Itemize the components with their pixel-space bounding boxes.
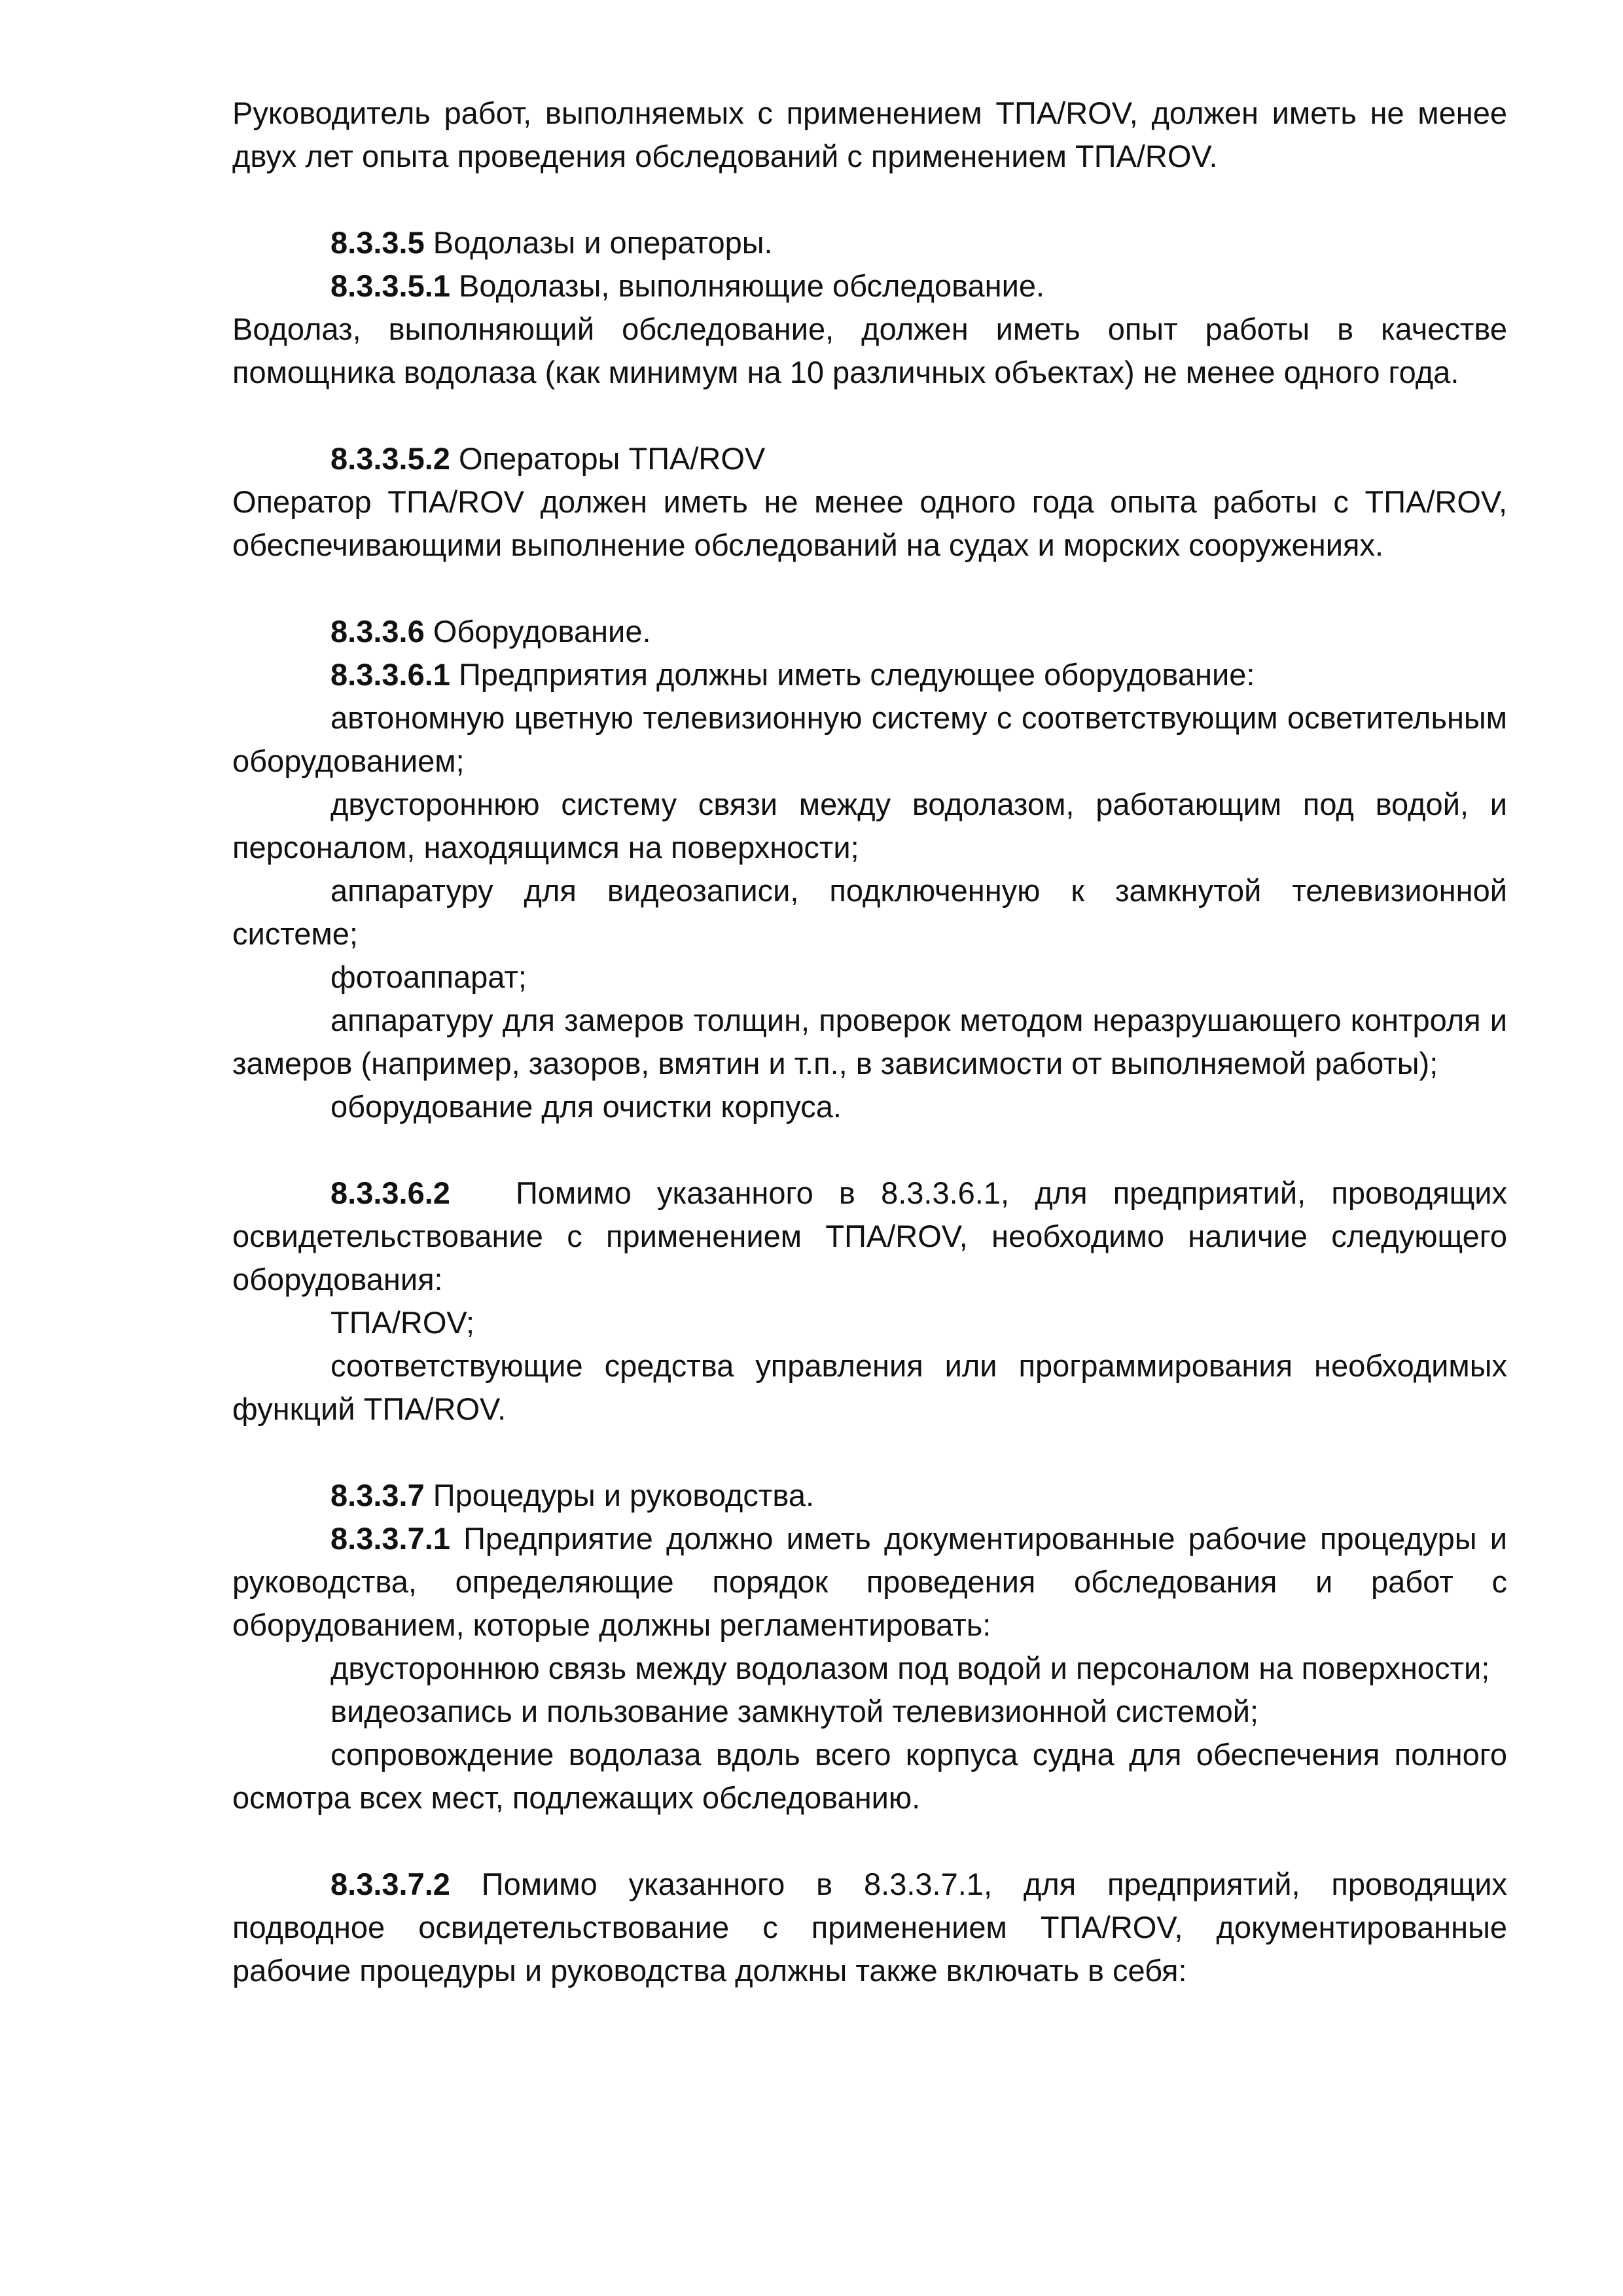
paragraph-supervisor-experience: Руководитель работ, выполняемых с применением ТПА/ROV, должен иметь не менее двух лет опыта проведения обследований с применением ТПА/ROV. [232,96,1507,173]
section-title: Процедуры и руководства. [424,1478,815,1513]
paragraph-diver-experience: Водолаз, выполняющий обследование, должен иметь опыт работы в качестве помощника водолаза (как минимум на 10 различных объектах) не менее одного года. [232,312,1507,389]
list-item-tv-system: автономную цветную телевизионную систему с соответствующим осветительным оборудованием; [232,700,1507,778]
section-title: Операторы ТПА/ROV [450,441,766,476]
section-8-3-3-6-1-heading [232,653,1507,696]
section-number: 8.3.3.7.2 [330,1867,450,1901]
section-title: Водолазы, выполняющие обследование. [450,268,1045,303]
list-item-cctv-usage: видеозапись и пользование замкнутой телевизионной системой; [330,1694,1259,1729]
section-8-3-3-6-heading [232,610,1507,653]
document-page [232,92,1507,1992]
section-number: 8.3.3.6.2 [330,1175,450,1210]
section-number: 8.3.3.5 [330,225,425,260]
section-8-3-3-5-1-heading [232,264,1507,308]
section-number: 8.3.3.7.1 [330,1521,450,1556]
section-8-3-3-7-heading [232,1474,1507,1517]
list-item-two-way-comm: двустороннюю связь между водолазом под водой и персоналом на поверхности; [330,1651,1490,1685]
section-number: 8.3.3.7 [330,1478,425,1513]
section-8-3-3-7-2-paragraph [232,1863,1507,1992]
list-item-hull-cleaning: оборудование для очистки корпуса. [330,1089,842,1124]
section-number: 8.3.3.5.2 [330,441,450,476]
section-title: Предприятия должны иметь следующее оборудование: [450,657,1255,692]
section-8-3-3-5-heading [232,221,1507,264]
list-item-rov: ТПА/ROV; [330,1305,475,1340]
section-8-3-3-7-1-paragraph [232,1517,1507,1647]
section-text: Предприятие должно иметь документированные рабочие процедуры и руководства, определяющие порядок проведения обследования и работ с оборудованием, которые должны регламентировать: [232,1521,1507,1642]
paragraph-operator-experience: Оператор ТПА/ROV должен иметь не менее одного года опыта работы с ТПА/ROV, обеспечивающими выполнение обследований на судах и морских сооружениях. [232,484,1507,562]
section-title: Оборудование. [424,614,651,649]
section-text: Помимо указанного в 8.3.3.7.1, для предприятий, проводящих подводное освидетельствование с применением ТПА/ROV, документированные рабочие процедуры и руководства должны также включать в себя: [232,1867,1507,1988]
section-title: Водолазы и операторы. [424,225,773,260]
section-number: 8.3.3.5.1 [330,268,450,303]
section-8-3-3-5-2-heading [232,437,1507,480]
list-item-rov-controls: соответствующие средства управления или программирования необходимых функций ТПА/ROV. [232,1348,1507,1426]
list-item-measurement: аппаратуру для замеров толщин, проверок методом неразрушающего контроля и замеров (например, зазоров, вмятин и т.п., в зависимости от выполняемой работы); [232,1003,1507,1081]
section-number: 8.3.3.6.1 [330,657,450,692]
section-number: 8.3.3.6 [330,614,425,649]
list-item-comm-system: двустороннюю систему связи между водолазом, работающим под водой, и персоналом, находящимся на поверхности; [232,787,1507,865]
section-text: Помимо указанного в 8.3.3.6.1, для предприятий, проводящих освидетельствование с применением ТПА/ROV, необходимо наличие следующего оборудования: [232,1175,1507,1297]
list-item-video-recording: аппаратуру для видеозаписи, подключенную к замкнутой телевизионной системе; [232,873,1507,951]
list-item-diver-tracking: сопровождение водолаза вдоль всего корпуса судна для обеспечения полного осмотра всех мест, подлежащих обследованию. [232,1737,1507,1815]
section-8-3-3-6-2-paragraph [232,1172,1507,1301]
list-item-camera: фотоаппарат; [330,960,527,994]
